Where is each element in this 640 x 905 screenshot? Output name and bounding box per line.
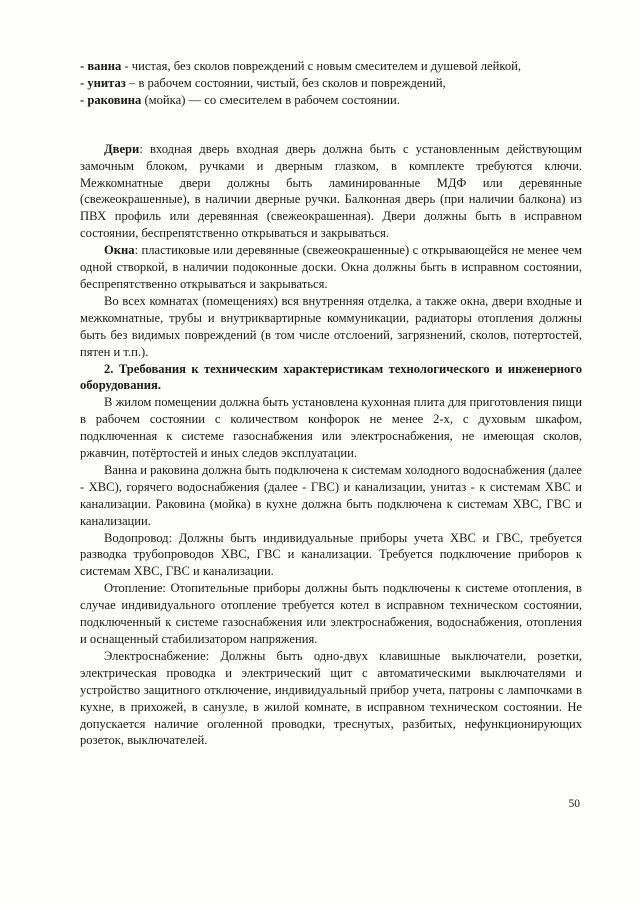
section-title: 2. Требования к техническим характеристикам технологического и инженерного оборудования. [80, 361, 582, 393]
list-item [80, 92, 582, 109]
list-item [80, 58, 582, 75]
list-item-term: - раковина [80, 92, 142, 107]
fixtures-list [80, 58, 582, 109]
spacer [80, 109, 582, 141]
plumbing-paragraph: Ванна и раковина должна быть подключена к системам холодного водоснабжения (далее - ХВС), горячего водоснабжения (далее - ГВС) и канализации, унитаз - к системам ХВС и канализации. Раковина (мойка) в кухне должна быть подключена к системам ХВС, ГВС и канализации. [80, 462, 582, 528]
doors-text: : входная дверь входная дверь должна быть с установленным действующим замочным блоком, ручками и дверным глазком, в комплекте требуются ключи. Межкомнатные двери должны быть ламинированные МДФ или деревянные (свежеокрашенные), в наличии дверные ручки. Балконная дверь (при наличии балкона) из ПВХ профиль или деревянная (свежеокрашенная). Двери должны быть в исправном состоянии, беспрепятственно открываться и закрываться. [80, 141, 582, 241]
electricity-paragraph: Электроснабжение: Должны быть одно-двух клавишные выключатели, розетки, электрическая проводка и электрический щит с автоматическими выключателями и устройство защитного отключение, индивидуальный прибор учета, патроны с лампочками в кухне, в прихожей, в санузле, в жилой комнате, в исправном техническом состоянии. Не допускается наличие оголенной проводки, треснутых, разбитых, нефункционирующих розеток, выключателей. [80, 648, 582, 748]
windows-paragraph [80, 242, 582, 293]
windows-term: Окна [104, 243, 135, 258]
list-item-text: (мойка) — со смесителем в рабочем состоянии. [141, 92, 400, 107]
document-body [80, 58, 582, 749]
rooms-paragraph: Во всех комнатах (помещениях) вся внутренняя отделка, а также окна, двери входные и межкомнатные, трубы и внутриквартирные коммуникации, радиаторы отопления должны быть без видимых повреждений (в том числе отслоений, загрязнений, сколов, потертостей, пятен и т.п.). [80, 293, 582, 359]
doors-term: Двери [104, 141, 140, 156]
stove-paragraph: В жилом помещении должна быть установлена кухонная плита для приготовления пищи в рабочем состоянии с количеством конфорок не менее 2-х, с духовым шкафом, подключенная к системе газоснабжения или электроснабжения, не имеющая сколов, ржавчин, потёртостей и иных следов эксплуатации. [80, 395, 582, 461]
list-item-term: - унитаз [80, 75, 126, 90]
list-item-text: - чистая, без сколов повреждений с новым смесителем и душевой лейкой, [121, 59, 522, 73]
heating-paragraph: Отопление: Отопительные приборы должны быть подключены к системе отопления, в случае индивидуального отопление требуется котел в исправном техническом состоянии, подключенный к системе газоснабжения или электроснабжения, водоснабжения, отопления и оснащенный стабилизатором напряжения. [80, 581, 582, 646]
list-item [80, 75, 582, 92]
windows-text: : пластиковые или деревянные (свежеокрашенные) с открывающейся не менее чем одной створкой, в наличии подоконные доски. Окна должны быть в исправном состоянии, беспрепятственно открываться и закрываться. [80, 243, 582, 291]
list-item-text: – в рабочем состоянии, чистый, без сколов и повреждений, [125, 75, 446, 90]
water-supply-paragraph: Водопровод: Должны быть индивидуальные приборы учета ХВС и ГВС, требуется разводка трубопроводов ХВС, ГВС и канализации. Требуется подключение приборов к системам ХВС, ГВС и канализации. [80, 530, 582, 579]
page-number: 50 [568, 798, 580, 810]
list-item-term: - ванна [80, 59, 122, 73]
doors-paragraph [80, 141, 582, 242]
